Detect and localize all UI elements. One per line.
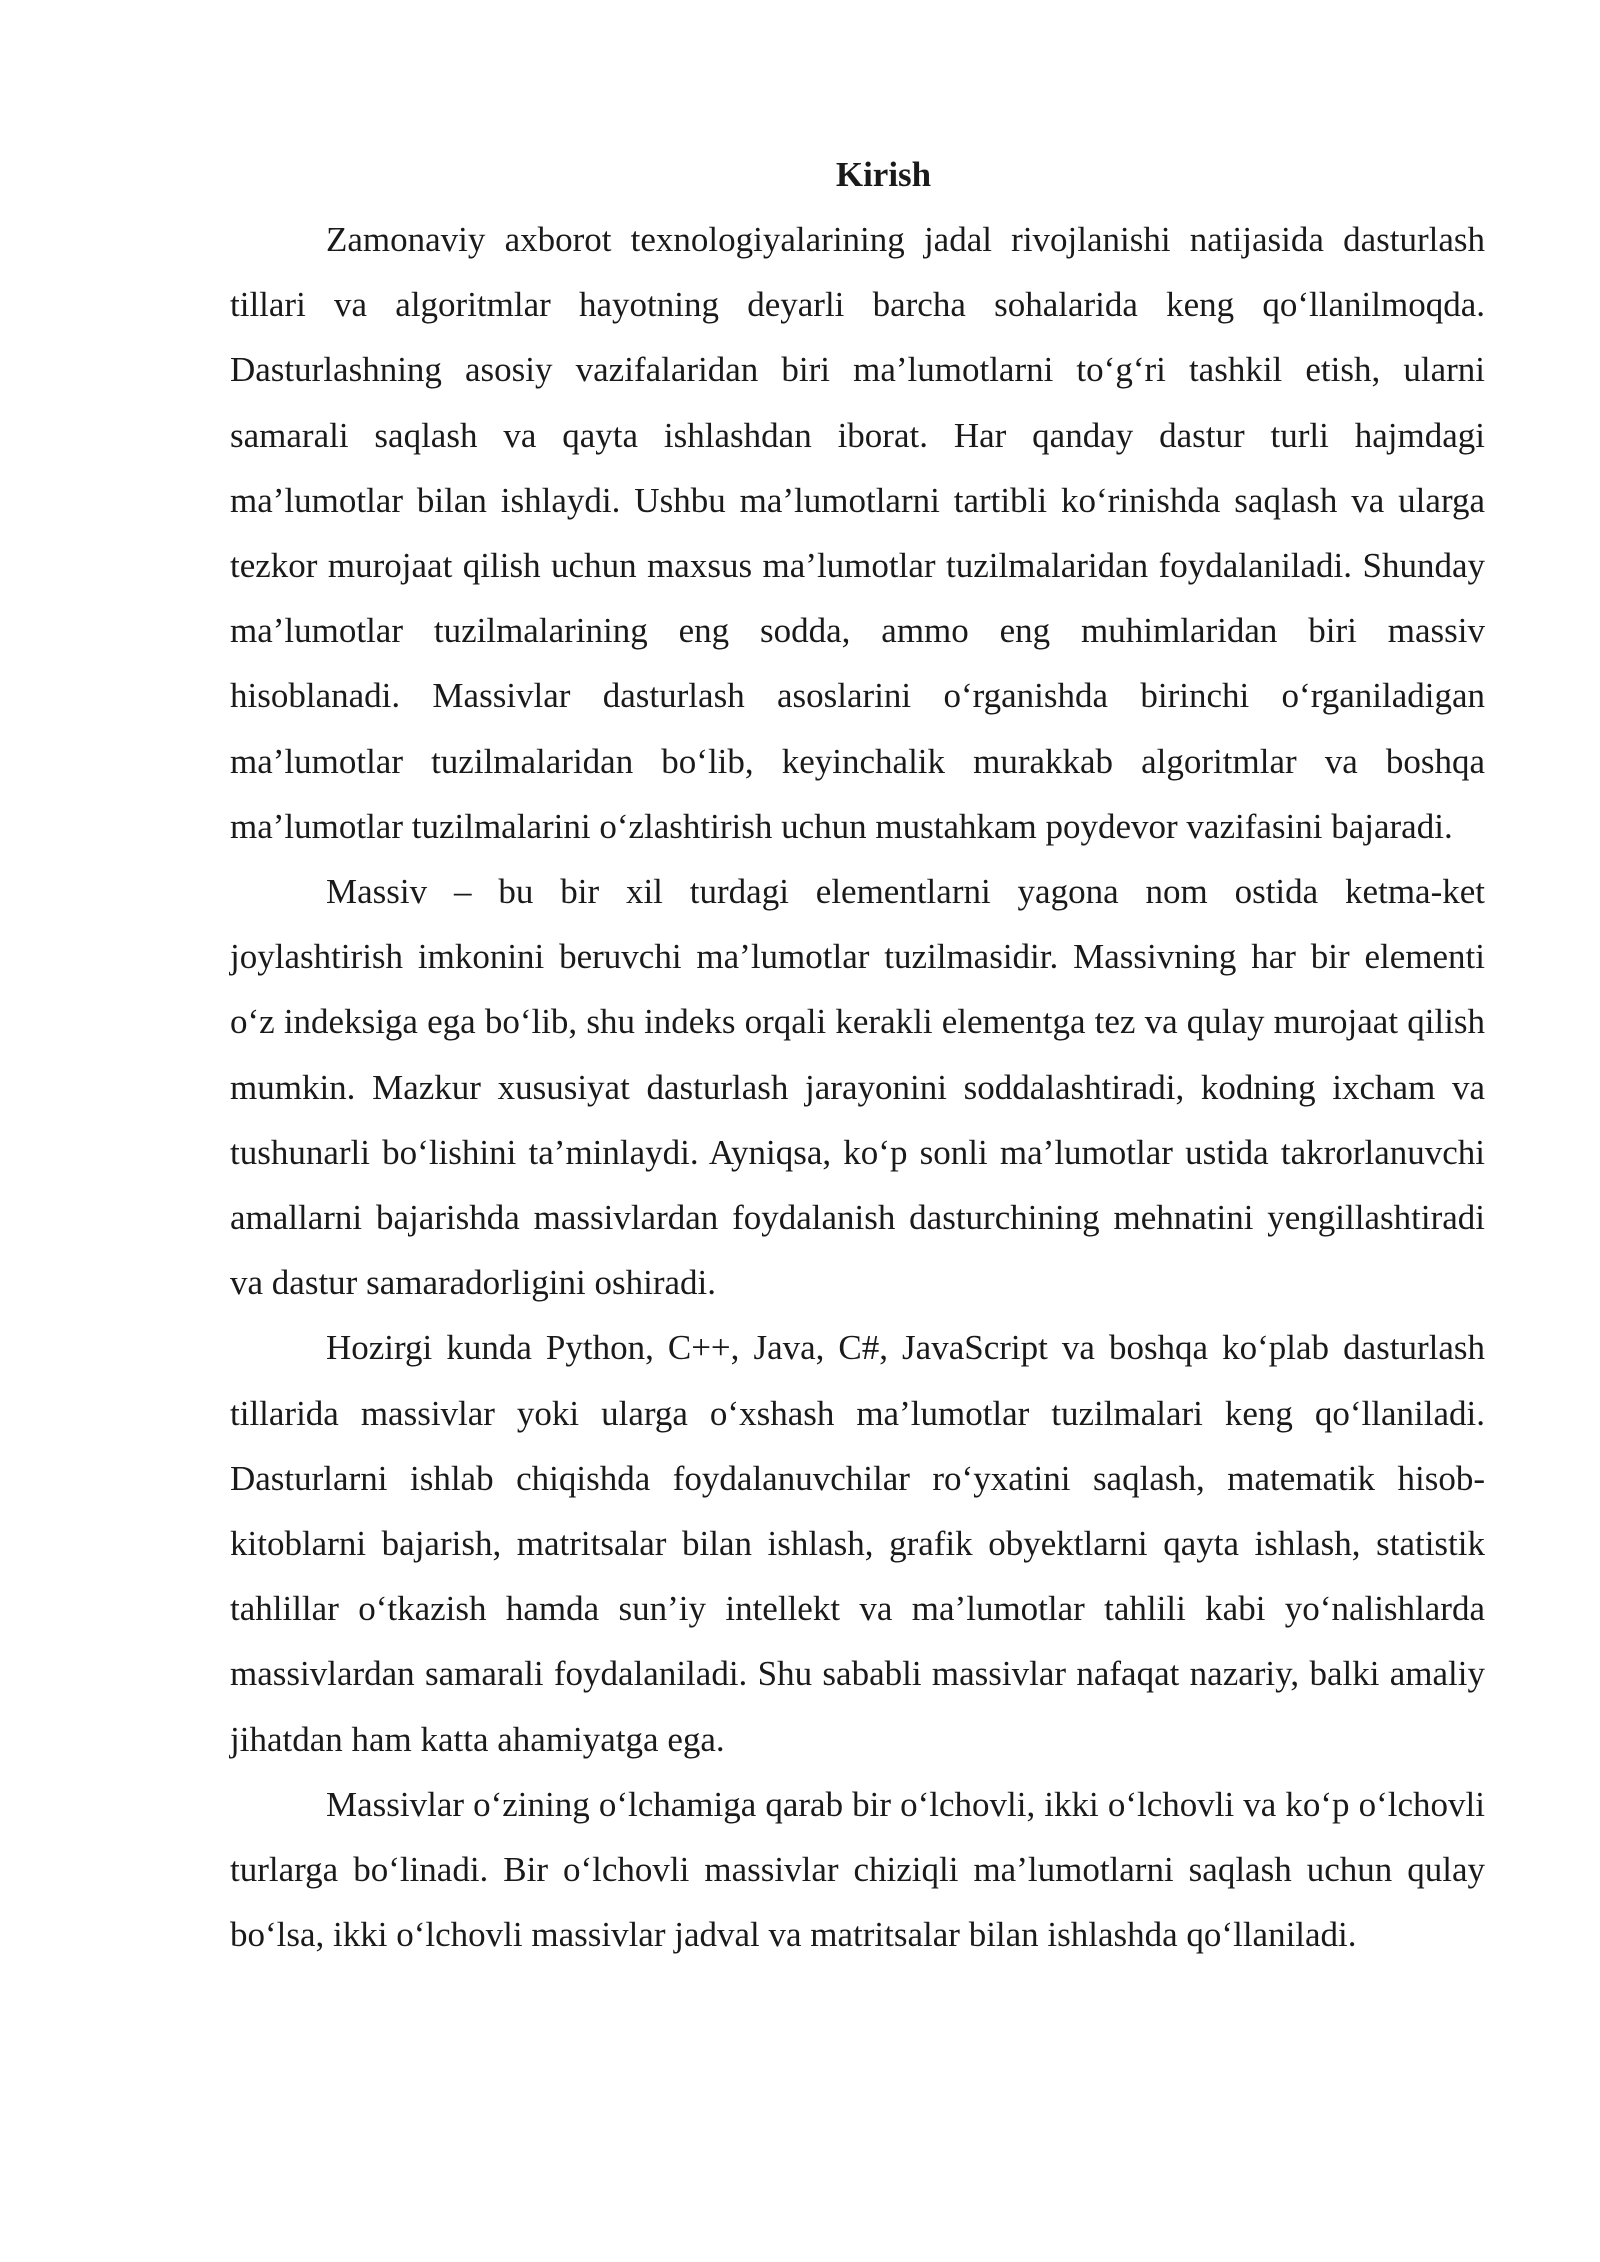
paragraph-3: Hozirgi kunda Python, C++, Java, C#, JavaScript va boshqa ko‘plab dasturlash tillarida massivlar yoki ularga o‘xshash ma’lumotlar tuzilmalari keng qo‘llaniladi. Dasturlarni ishlab chiqishda foydalanuvchilar ro‘yxatini saqlash, matematik hisob-kitoblarni bajarish, matritsalar bilan ishlash, grafik obyektlarni qayta ishlash, statistik tahlillar o‘tkazish hamda sun’iy intellekt va ma’lumotlar tahlili kabi yo‘nalishlarda massivlardan samarali foydalaniladi. Shu sababli massivlar nafaqat nazariy, balki amaliy jihatdan ham katta ahamiyatga ega. bbox=[230, 1328, 1485, 1759]
paragraph-2: Massiv – bu bir xil turdagi elementlarni yagona nom ostida ketma-ket joylashtirish imkonini beruvchi ma’lumotlar tuzilmasidir. Massivning har bir elementi o‘z indeksiga ega bo‘lib, shu indeks orqali kerakli elementga tez va qulay murojaat qilish mumkin. Mazkur xususiyat dasturlash jarayonini soddalashtiradi, kodning ixcham va tushunarli bo‘lishini ta’minlaydi. Ayniqsa, ko‘p sonli ma’lumotlar ustida takrorlanuvchi amallarni bajarishda massivlardan foydalanish dasturchining mehnatini yengillashtiradi va dastur samaradorligini oshiradi. bbox=[230, 872, 1485, 1303]
section-title: Kirish bbox=[835, 155, 932, 194]
paragraph-4: Massivlar o‘zining o‘lchamiga qarab bir o‘lchovli, ikki o‘lchovli va ko‘p o‘lchovli turlarga bo‘linadi. Bir o‘lchovli massivlar chiziqli ma’lumotlarni saqlash uchun qulay bo‘lsa, ikki o‘lchovli massivlar jadval va matritsalar bilan ishlashda qo‘llaniladi. bbox=[230, 1784, 1485, 1955]
document-body bbox=[230, 142, 1485, 1967]
paragraph-1: Zamonaviy axborot texnologiyalarining jadal rivojlanishi natijasida dasturlash tillari va algoritmlar hayotning deyarli barcha sohalarida keng qo‘llanilmoqda. Dasturlashning asosiy vazifalaridan biri ma’lumotlarni to‘g‘ri tashkil etish, ularni samarali saqlash va qayta ishlashdan iborat. Har qanday dastur turli hajmdagi ma’lumotlar bilan ishlaydi. Ushbu ma’lumotlarni tartibli ko‘rinishda saqlash va ularga tezkor murojaat qilish uchun maxsus ma’lumotlar tuzilmalaridan foydalaniladi. Shunday ma’lumotlar tuzilmalarining eng sodda, ammo eng muhimlaridan biri massiv hisoblanadi. Massivlar dasturlash asoslarini o‘rganishda birinchi o‘rganiladigan ma’lumotlar tuzilmalaridan bo‘lib, keyinchalik murakkab algoritmlar va boshqa ma’lumotlar tuzilmalarini o‘zlashtirish uchun mustahkam poydevor vazifasini bajaradi. bbox=[230, 220, 1485, 846]
